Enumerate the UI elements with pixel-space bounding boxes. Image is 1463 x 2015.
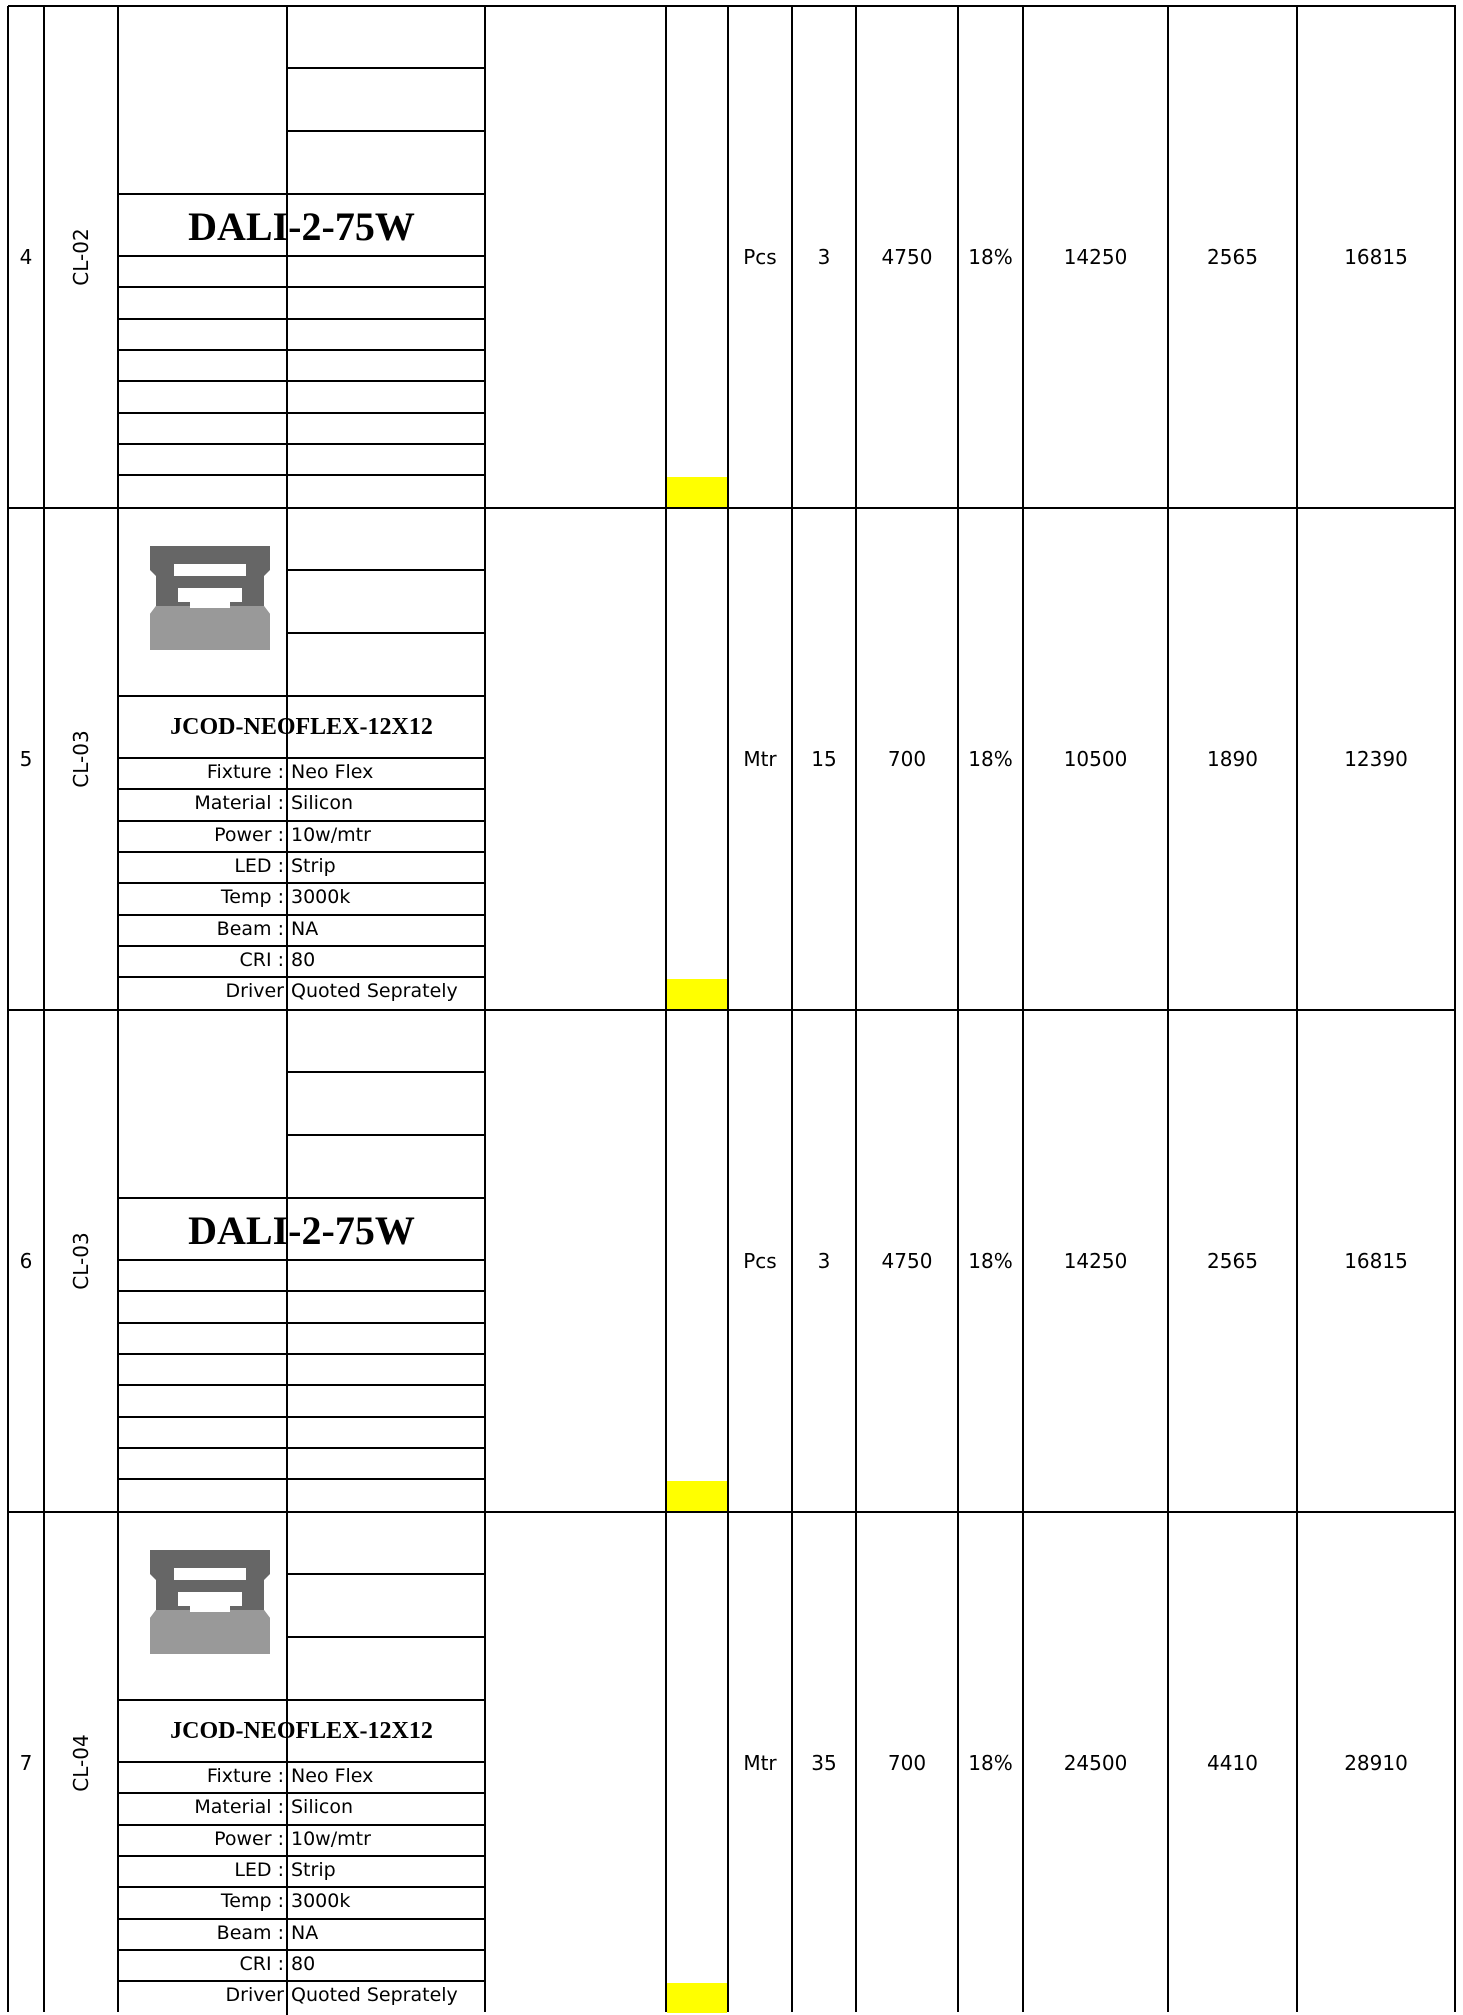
desc-grid-line (118, 1761, 486, 1763)
desc-grid-line (287, 632, 486, 634)
desc-grid-line (286, 1762, 288, 2015)
serial-number: 7 (19, 1751, 33, 1775)
item-code: CL-03 (69, 730, 93, 788)
spec-value: Neo Flex (291, 761, 374, 783)
desc-grid-line (287, 1636, 486, 1638)
desc-grid-line (118, 1290, 486, 1292)
total-cell: 16815 (1344, 245, 1408, 269)
spec-label: Power : (214, 1827, 284, 1850)
desc-grid-line (118, 318, 486, 320)
spec-label: Temp : (220, 886, 284, 909)
desc-grid-line (287, 1573, 486, 1575)
tax-cell: 1890 (1207, 747, 1258, 771)
desc-grid-line (287, 1134, 486, 1136)
rate-cell: 4750 (881, 1249, 933, 1273)
amount-cell: 14250 (1063, 1249, 1128, 1273)
product-title: DALI-2-75W (188, 204, 415, 249)
item-code: CL-03 (69, 1232, 93, 1290)
desc-grid-line (286, 1010, 288, 1197)
rate-cell: 4750 (881, 245, 933, 269)
desc-grid-line (286, 256, 288, 509)
desc-grid-line (118, 1918, 486, 1920)
desc-grid-line (287, 130, 486, 132)
desc-grid-line (118, 1197, 486, 1199)
unit-cell: Mtr (743, 1751, 777, 1775)
serial-number: 4 (19, 245, 33, 269)
spec-label: Fixture : (206, 1765, 284, 1787)
rate-cell: 700 (887, 747, 927, 771)
total-cell: 28910 (1344, 1751, 1408, 1775)
desc-grid-line (286, 6, 288, 193)
serial-number: 5 (19, 747, 33, 771)
highlight-cell (667, 979, 727, 1009)
spec-label: Power : (214, 823, 284, 846)
desc-grid-line (118, 286, 486, 288)
highlight-cell (667, 477, 727, 507)
tax-cell: 2565 (1207, 245, 1258, 269)
row-border (8, 1009, 1456, 1011)
column-border (855, 6, 857, 2012)
desc-grid-line (118, 882, 486, 884)
desc-grid-line (118, 1699, 486, 1701)
spec-label: Material : (194, 1796, 284, 1819)
desc-grid-line (118, 914, 486, 916)
desc-grid-line (286, 508, 288, 695)
desc-grid-line (118, 193, 486, 195)
desc-grid-line (286, 1512, 288, 1699)
spec-label: Driver (225, 980, 284, 1003)
desc-grid-line (118, 443, 486, 445)
item-code: CL-04 (69, 1734, 93, 1792)
spec-label: Beam : (216, 917, 284, 940)
spec-value: 10w/mtr (291, 823, 371, 846)
spec-value: 80 (291, 1952, 316, 1975)
desc-grid-line (287, 67, 486, 69)
spec-value: 3000k (291, 886, 351, 909)
quantity-cell: 3 (817, 1249, 831, 1273)
desc-grid-line (118, 976, 486, 978)
spec-value: 80 (291, 948, 316, 971)
desc-grid-line (118, 945, 486, 947)
spec-label: Temp : (220, 1890, 284, 1913)
quantity-cell: 15 (811, 747, 837, 771)
desc-grid-line (118, 1416, 486, 1418)
spec-label: Material : (194, 792, 284, 815)
spec-value: Silicon (291, 792, 354, 815)
amount-cell: 24500 (1063, 1751, 1128, 1775)
highlight-cell (667, 1983, 727, 2013)
item-code: CL-02 (69, 228, 93, 286)
spec-value: Quoted Seprately (291, 1984, 458, 2007)
spec-label: Beam : (216, 1921, 284, 1944)
spec-label: LED : (234, 854, 284, 877)
product-title: JCOD-NEOFLEX-12X12 (170, 1718, 433, 1744)
spec-label: LED : (234, 1858, 284, 1881)
highlight-cell (667, 1481, 727, 1511)
total-cell: 12390 (1344, 747, 1408, 771)
tax-cell: 4410 (1207, 1751, 1258, 1775)
desc-grid-line (118, 1855, 486, 1857)
desc-grid-line (118, 1949, 486, 1951)
spec-value: NA (291, 1921, 319, 1944)
gst-cell: 18% (968, 1249, 1013, 1273)
desc-grid-line (118, 1447, 486, 1449)
spec-value: Strip (291, 1858, 336, 1881)
desc-grid-line (118, 380, 486, 382)
desc-grid-line (118, 851, 486, 853)
desc-grid-line (118, 1886, 486, 1888)
amount-cell: 10500 (1063, 747, 1128, 771)
desc-grid-line (118, 1980, 486, 1982)
tax-cell: 2565 (1207, 1249, 1258, 1273)
unit-cell: Pcs (743, 245, 777, 269)
desc-grid-line (118, 757, 486, 759)
desc-grid-line (118, 349, 486, 351)
spec-value: Strip (291, 854, 336, 877)
desc-grid-line (118, 412, 486, 414)
desc-grid-line (118, 1792, 486, 1794)
spec-value: Quoted Seprately (291, 980, 458, 1003)
spec-value: Neo Flex (291, 1765, 374, 1787)
spec-value: Silicon (291, 1796, 354, 1819)
spec-value: 3000k (291, 1890, 351, 1913)
gst-cell: 18% (968, 1751, 1013, 1775)
row-border (8, 1511, 1456, 1513)
row-border (8, 5, 1456, 7)
desc-grid-line (118, 1353, 486, 1355)
desc-grid-line (118, 820, 486, 822)
spec-label: CRI : (239, 948, 284, 971)
desc-grid-line (118, 1322, 486, 1324)
spec-label: Fixture : (206, 761, 284, 783)
serial-number: 6 (19, 1249, 33, 1273)
spec-label: Driver (225, 1984, 284, 2007)
desc-grid-line (287, 569, 486, 571)
rate-cell: 700 (887, 1751, 927, 1775)
product-title: JCOD-NEOFLEX-12X12 (170, 714, 433, 740)
desc-grid-line (118, 474, 486, 476)
desc-grid-line (118, 255, 486, 257)
quantity-cell: 35 (811, 1751, 837, 1775)
row-border (8, 507, 1456, 509)
product-title: DALI-2-75W (188, 1208, 415, 1253)
desc-grid-line (118, 1384, 486, 1386)
spec-value: 10w/mtr (291, 1827, 371, 1850)
gst-cell: 18% (968, 245, 1013, 269)
neoflex-profile-icon (148, 544, 272, 652)
desc-grid-line (118, 1478, 486, 1480)
total-cell: 16815 (1344, 1249, 1408, 1273)
desc-grid-line (118, 1824, 486, 1826)
gst-cell: 18% (968, 747, 1013, 771)
desc-grid-line (286, 758, 288, 1011)
desc-grid-line (118, 788, 486, 790)
spec-label: CRI : (239, 1952, 284, 1975)
amount-cell: 14250 (1063, 245, 1128, 269)
quantity-cell: 3 (817, 245, 831, 269)
desc-grid-line (118, 1259, 486, 1261)
desc-grid-line (286, 1260, 288, 1513)
unit-cell: Mtr (743, 747, 777, 771)
desc-grid-line (287, 1071, 486, 1073)
unit-cell: Pcs (743, 1249, 777, 1273)
spec-value: NA (291, 917, 319, 940)
neoflex-profile-icon (148, 1548, 272, 1656)
desc-grid-line (118, 695, 486, 697)
